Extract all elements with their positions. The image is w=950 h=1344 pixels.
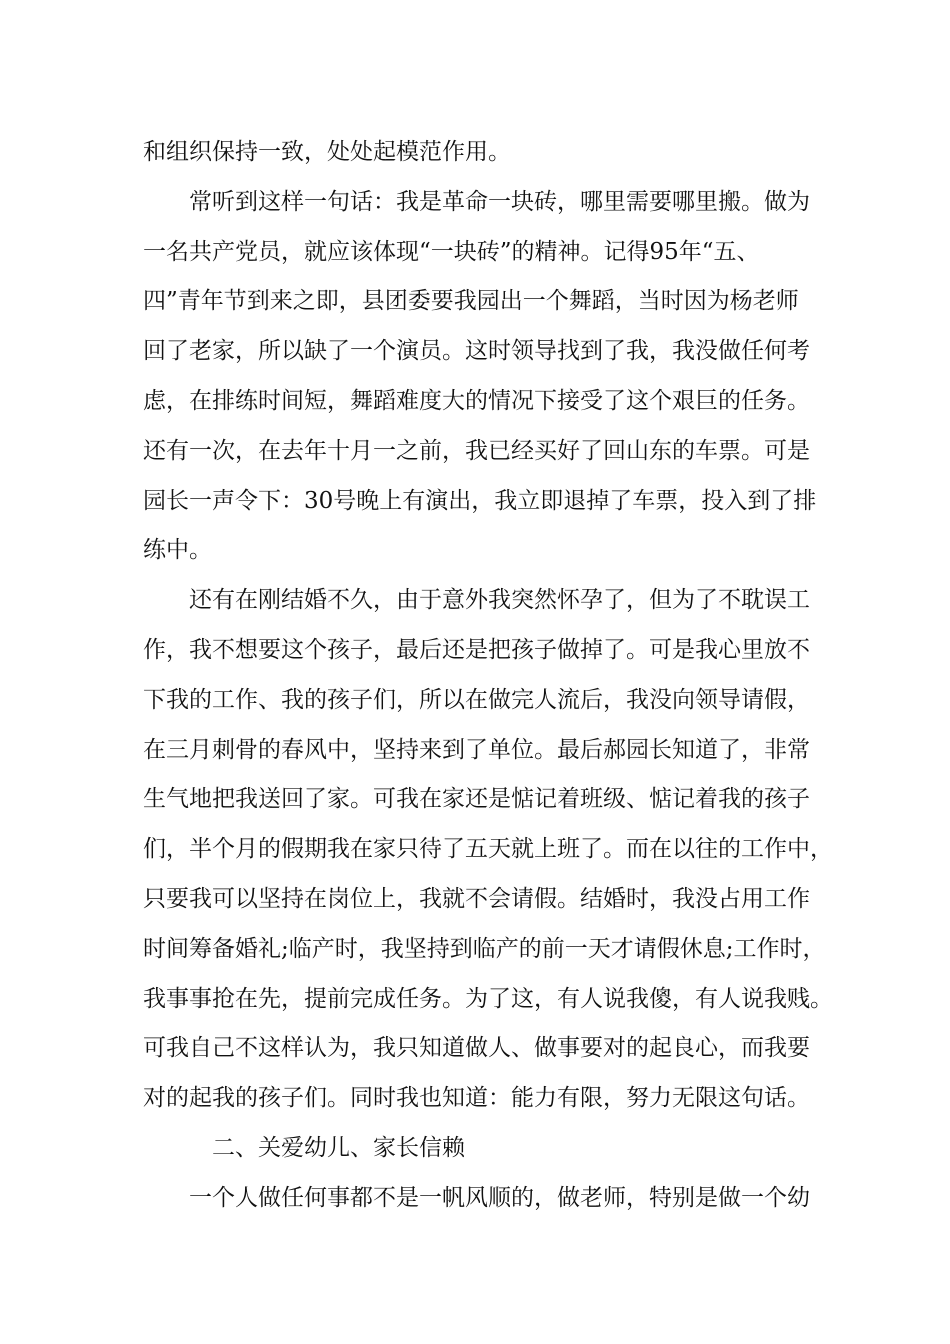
text-line: 生气地把我送回了家。可我在家还是惦记着班级、惦记着我的孩子 xyxy=(143,786,810,813)
text-line: 和组织保持一致，处处起模范作用。 xyxy=(143,139,511,165)
text-line: 四”青年节到来之即，县团委要我园出一个舞蹈，当时因为杨老师 xyxy=(143,288,799,315)
text-line: 下我的工作、我的孩子们，所以在做完人流后，我没向领导请假， xyxy=(143,686,810,713)
text-line: 可我自己不这样认为，我只知道做人、做事要对的起良心，而我要 xyxy=(143,1035,810,1062)
text-line: 在三月刺骨的春风中，坚持来到了单位。最后郝园长知道了，非常 xyxy=(143,736,810,763)
paragraph-start-line: 还有在刚结婚不久，由于意外我突然怀孕了，但为了不耽误工 xyxy=(189,587,810,614)
paragraph-start-line: 一个人做任何事都不是一帆风顺的，做老师，特别是做一个幼 xyxy=(189,1184,810,1211)
section-heading: 二、关爱幼儿、家长信赖 xyxy=(212,1134,465,1161)
paragraph-start-line: 常听到这样一句话：我是革命一块砖，哪里需要哪里搬。做为 xyxy=(189,188,810,215)
text-line: 时间筹备婚礼;临产时，我坚持到临产的前一天才请假休息;工作时， xyxy=(143,935,826,962)
text-line: 园长一声令下：30号晚上有演出，我立即退掉了车票，投入到了排 xyxy=(143,487,817,514)
text-line: 作，我不想要这个孩子，最后还是把孩子做掉了。可是我心里放不 xyxy=(143,636,810,663)
text-line: 只要我可以坚持在岗位上，我就不会请假。结婚时，我没占用工作 xyxy=(143,885,810,912)
text-line: 练中。 xyxy=(143,537,212,564)
body-text xyxy=(143,128,833,1224)
text-line: 对的起我的孩子们。同时我也知道：能力有限，努力无限这句话。 xyxy=(143,1085,810,1112)
text-line: 我事事抢在先，提前完成任务。为了这，有人说我傻，有人说我贱。 xyxy=(143,985,833,1012)
text-line: 虑，在排练时间短，舞蹈难度大的情况下接受了这个艰巨的任务。 xyxy=(143,387,810,414)
text-line: 回了老家，所以缺了一个演员。这时领导找到了我，我没做任何考 xyxy=(143,338,810,365)
text-line: 们，半个月的假期我在家只待了五天就上班了。而在以往的工作中， xyxy=(143,836,833,863)
text-line: 还有一次，在去年十月一之前，我已经买好了回山东的车票。可是 xyxy=(143,437,810,464)
text-line: 一名共产党员，就应该体现“一块砖”的精神。记得95年“五、 xyxy=(143,238,760,265)
